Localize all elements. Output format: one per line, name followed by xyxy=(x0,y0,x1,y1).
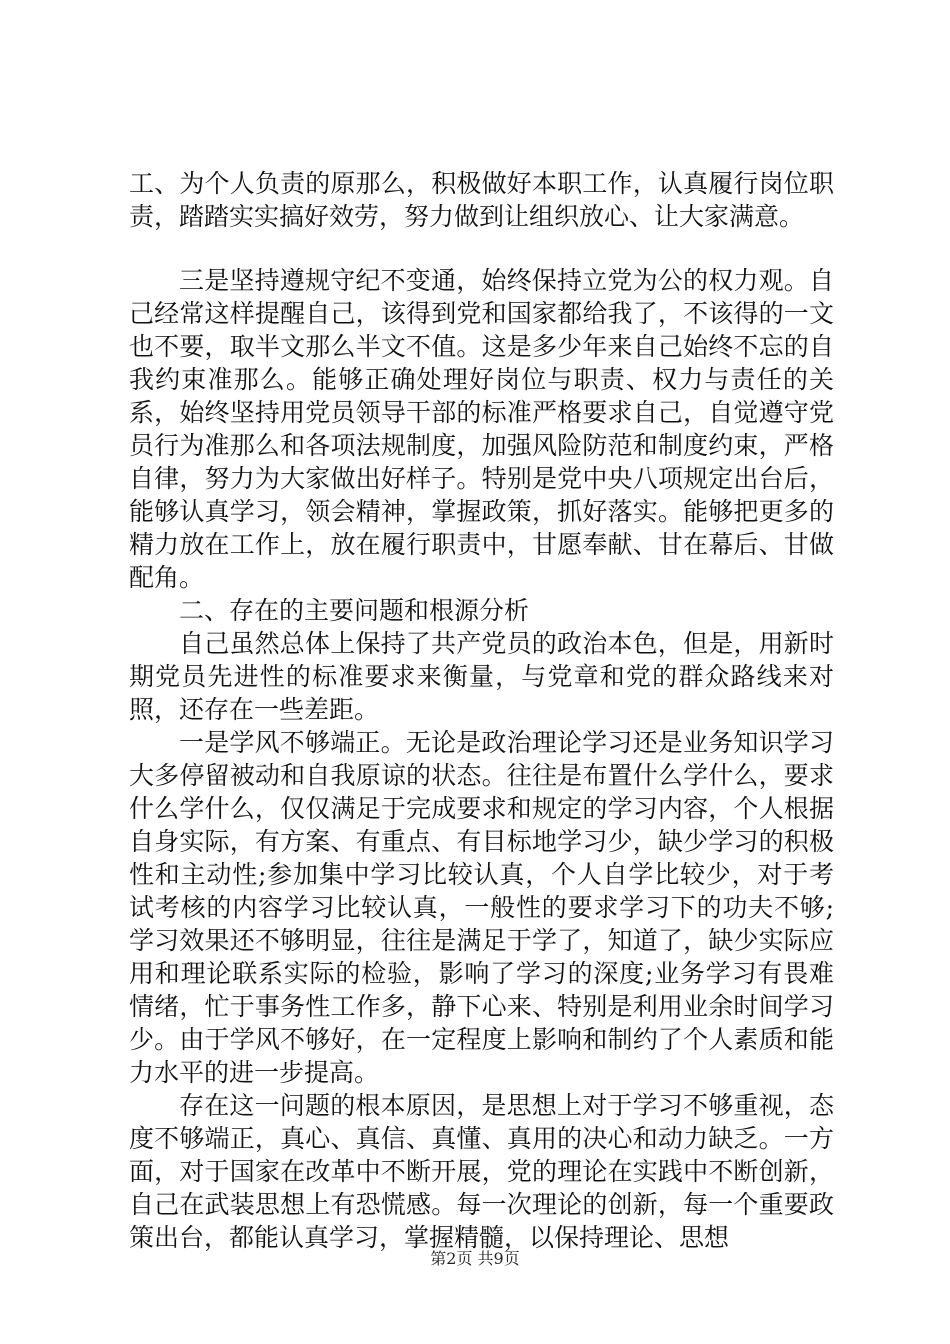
paragraph-discipline: 三是坚持遵规守纪不变通，始终保持立党为公的权力观。自己经常这样提醒自己，该得到党和国家都给我了，不该得的一文也不要，取半文那么半文不值。这是多少年来自己始终不忘的自我约束准那么。能够正确处理好岗位与职责、权力与责任的关系，始终坚持用党员领导干部的标准严格要求自己，自觉遵守党员行为准那么和各项法规制度，加强风险防范和制度约束，严格自律，努力为大家做出好样子。特别是党中央八项规定出台后，能够认真学习，领会精神，掌握政策，抓好落实。能够把更多的精力放在工作上，放在履行职责中，甘愿奉献、甘在幕后、甘做配角。 xyxy=(129,266,834,592)
page-number-footer: 第2页 共9页 xyxy=(430,1249,520,1268)
section-heading-problems: 二、存在的主要问题和根源分析 xyxy=(179,596,530,625)
paragraph-overview: 自己虽然总体上保持了共产党员的政治本色，但是，用新时期党员先进性的标准要求来衡量，与党章和党的群众路线来对照，还存在一些差距。 xyxy=(129,629,834,724)
paragraph-continuation: 工、为个人负责的原那么，积极做好本职工作，认真履行岗位职责，踏踏实实搞好效劳，努力做到让组织放心、让大家满意。 xyxy=(129,169,834,231)
document-body xyxy=(129,167,834,1254)
paragraph-study-style: 一是学风不够端正。无论是政治理论学习还是业务知识学习大多停留被动和自我原谅的状态。往往是布置什么学什么，要求什么学什么，仅仅满足于完成要求和规定的学习内容，个人根据自身实际，有方案、有重点、有目标地学习少，缺少学习的积极性和主动性;参加集中学习比较认真，个人自学比较少，对于考试考核的内容学习比较认真，一般性的要求学习下的功夫不够;学习效果还不够明显，往往是满足于学了，知道了，缺少实际应用和理论联系实际的检验，影响了学习的深度;业务学习有畏难情绪，忙于事务性工作多，静下心来、特别是利用业余时间学习少。由于学风不够好，在一定程度上影响和制约了个人素质和能力水平的进一步提高。 xyxy=(129,728,834,1087)
paragraph-root-cause: 存在这一问题的根本原因，是思想上对于学习不够重视，态度不够端正，真心、真信、真懂、真用的决心和动力缺乏。一方面，对于国家在改革中不断开展，党的理论在实践中不断创新，自己在武装思想上有恐慌感。每一次理论的创新，每一个重要政策出台，都能认真学习，掌握精髓，以保持理论、思想 xyxy=(129,1091,834,1252)
